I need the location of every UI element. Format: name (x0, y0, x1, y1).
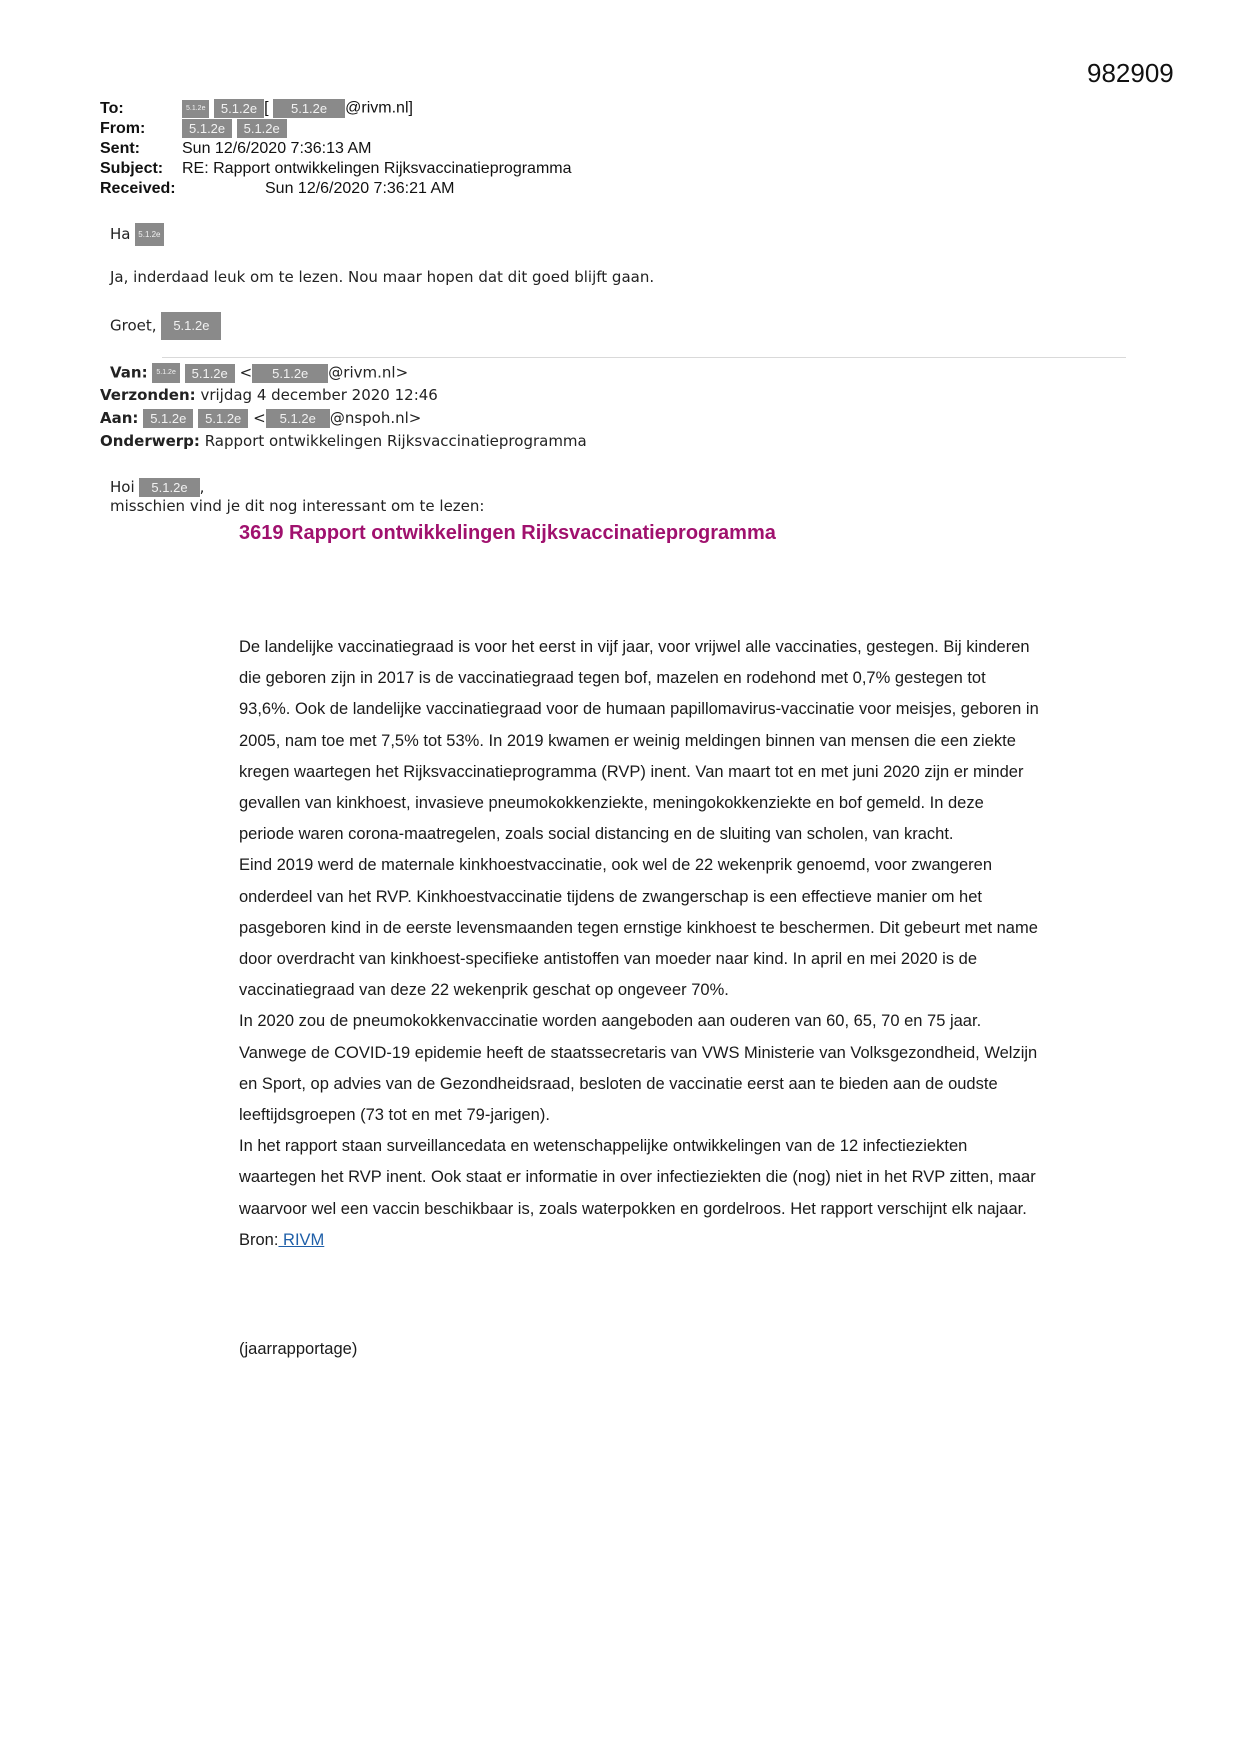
forwarded-greeting (110, 478, 204, 497)
redaction-box: 5.1.2e (182, 100, 209, 118)
aan-domain: @nspoh.nl> (329, 409, 422, 427)
redaction-box: 5.1.2e (266, 409, 330, 428)
document-number: 982909 (1087, 58, 1174, 88)
forwarded-intro: misschien vind je dit nog interessant om te lezen: (110, 497, 485, 515)
verzonden-line (100, 386, 438, 404)
divider-line (162, 357, 1126, 358)
van-line (110, 363, 408, 383)
article-paragraph: Eind 2019 werd de maternale kinkhoestvaccinatie, ook wel de 22 wekenprik genoemd, voor zwangeren onderdeel van het RVP. Kinkhoestvaccinatie tijdens de zwangerschap is een effectieve manier om het pasgeboren kind in de eerste levensmaanden tegen ernstige kinkhoest te beschermen. Dit gebeurt met name door overdracht van kinkhoest-specifieke antistoffen van moeder naar kind. In april en mei 2020 is de vaccinatiegraad van deze 22 wekenprik geschat op ongeveer 70%. (239, 856, 1038, 1000)
redaction-box: 5.1.2e (214, 99, 264, 118)
closing-text: Groet, (110, 316, 157, 335)
to-value (182, 99, 413, 118)
greeting-comma: , (199, 478, 205, 496)
subject-value: RE: Rapport ontwikkelingen Rijksvaccinatieprogramma (182, 160, 572, 177)
onderwerp-value: Rapport ontwikkelingen Rijksvaccinatieprogramma (204, 432, 587, 450)
paragraph-text: In het rapport staan surveillancedata en wetenschappelijke ontwikkelingen van de 12 infectieziekten waartegen het RVP inent. Ook staat er informatie in over infectieziekten die (nog) niet in het RVP zitten, maar waarvoor wel een vaccin beschikbaar is, zoals waterpokken en gordelroos. Het rapport verschijnt elk najaar. Bron: (239, 1137, 1036, 1249)
source-link-rivm[interactable]: RIVM (278, 1230, 325, 1249)
received-value: Sun 12/6/2020 7:36:21 AM (265, 180, 455, 197)
to-domain: @rivm.nl] (345, 99, 413, 117)
redaction-box: 5.1.2e (152, 363, 179, 383)
redaction-box: 5.1.2e (198, 409, 248, 428)
article-paragraph: In 2020 zou de pneumokokkenvaccinatie worden aangeboden aan ouderen van 60, 65, 70 en 75 jaar. Vanwege de COVID-19 epidemie heeft de staatssecretaris van VWS Ministerie van Volksgezondheid, Welzijn en Sport, op advies van de Gezondheidsraad, besloten de vaccinatie eerst aan te bieden aan de oudste leeftijdsgroepen (73 tot en met 79-jarigen). (239, 1012, 1038, 1125)
van-domain: @rivm.nl> (328, 363, 409, 382)
article-paragraph-last (239, 1131, 1039, 1256)
verzonden-label: Verzonden: (100, 386, 196, 404)
redaction-box: 5.1.2e (273, 99, 345, 118)
reply-greeting (110, 223, 164, 246)
article-title: 3619 Rapport ontwikkelingen Rijksvaccinatieprogramma (239, 522, 776, 544)
verzonden-value: vrijdag 4 december 2020 12:46 (200, 386, 438, 404)
sent-label: Sent: (100, 140, 140, 157)
footer-note: (jaarrapportage) (239, 1340, 358, 1358)
article-body (239, 632, 1039, 1256)
reply-body: Ja, inderdaad leuk om te lezen. Nou maar hopen dat dit goed blijft gaan. (110, 268, 655, 286)
redaction-box: 5.1.2e (139, 478, 199, 497)
reply-closing (110, 312, 221, 340)
aan-label: Aan: (100, 409, 139, 427)
greeting-text: Ha (110, 225, 131, 243)
from-label: From: (100, 120, 146, 137)
bracket: [ (264, 99, 269, 117)
redaction-box: 5.1.2e (143, 409, 193, 428)
redaction-box: 5.1.2e (161, 312, 221, 340)
aan-line (100, 409, 421, 428)
onderwerp-line (100, 432, 587, 450)
sent-value: Sun 12/6/2020 7:36:13 AM (182, 140, 372, 157)
redaction-box: 5.1.2e (252, 364, 328, 383)
to-label: To: (100, 100, 124, 117)
van-label: Van: (110, 363, 148, 382)
lt-sign: < (239, 363, 253, 382)
article-paragraph: De landelijke vaccinatiegraad is voor het eerst in vijf jaar, voor vrijwel alle vaccinaties, gestegen. Bij kinderen die geboren zijn in 2017 is de vaccinatiegraad tegen bof, mazelen en rodehond met 0,7% gestegen tot 93,6%. Ook de landelijke vaccinatiegraad voor de humaan papillomavirus-vaccinatie voor meisjes, geboren in 2005, nam toe met 7,5% tot 53%. In 2019 kwamen er weinig meldingen binnen van mensen die een ziekte kregen waartegen het Rijksvaccinatieprogramma (RVP) inent. Van maart tot en met juni 2020 zijn er minder gevallen van kinkhoest, invasieve pneumokokkenziekte, meningokokkenziekte en bof gemeld. In deze periode waren corona-maatregelen, zoals social distancing en de sluiting van scholen, van kracht. (239, 638, 1039, 844)
redaction-box: 5.1.2e (135, 223, 163, 246)
redaction-box: 5.1.2e (185, 364, 235, 383)
subject-label: Subject: (100, 160, 164, 177)
onderwerp-label: Onderwerp: (100, 432, 200, 450)
greeting-text: Hoi (110, 478, 135, 496)
redaction-box: 5.1.2e (237, 119, 287, 138)
lt-sign: < (253, 409, 266, 427)
received-label: Received: (100, 180, 176, 197)
from-value (182, 119, 287, 138)
redaction-box: 5.1.2e (182, 119, 232, 138)
